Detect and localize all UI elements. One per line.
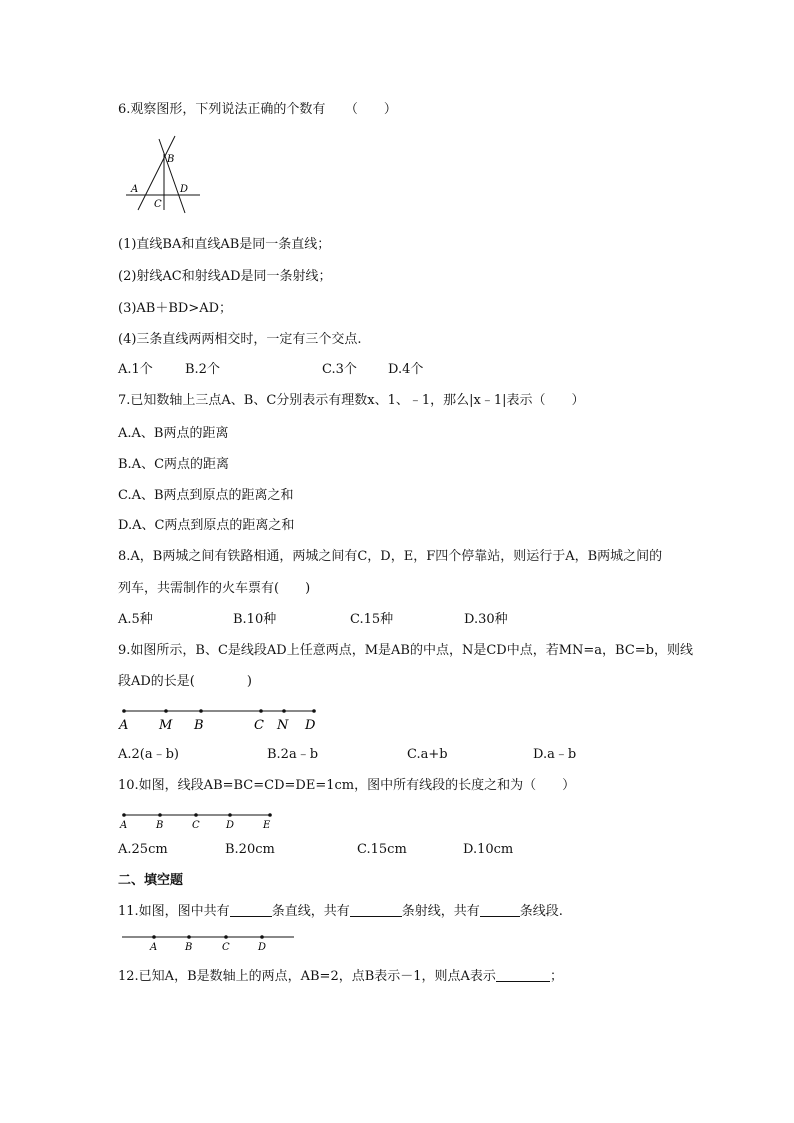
q6-statement-3: (3)AB＋BD>AD； (118, 301, 233, 316)
q11-text-1: 11.如图，图中共有 (118, 904, 230, 919)
q8-option-b: B.10种 (233, 612, 277, 627)
q9-option-a: A.2(a﹣b) (118, 747, 180, 762)
q8-option-a: A.5种 (118, 612, 153, 627)
q10-stem: 10.如图，线段AB=BC=CD=DE=1cm，图中所有线段的长度之和为（ ） (118, 778, 576, 793)
q10-point-d (228, 813, 232, 817)
q9-stem-line-1: 9.如图所示，B、C是线段AD上任意两点，M是AB的中点，N是CD中点，若MN=a，BC=b，则线 (118, 643, 693, 658)
q10-label-e: E (263, 820, 271, 831)
q9-point-m (164, 709, 168, 713)
q10-label-b: B (156, 820, 164, 831)
q11-label-b: B (185, 942, 193, 953)
q12-blank-point-a[interactable] (496, 967, 550, 982)
q9-label-b: B (194, 718, 204, 732)
q10-point-e (268, 813, 272, 817)
q9-point-n (282, 709, 286, 713)
q6-figure (118, 134, 208, 216)
q7-option-b: B.A、C两点的距离 (118, 457, 230, 472)
q10-label-a: A (120, 820, 128, 831)
q7-option-d: D.A、C两点到原点的距离之和 (118, 518, 295, 533)
q7-option-a: A.A、B两点的距离 (118, 426, 229, 441)
q7-stem: 7.已知数轴上三点A、B、C分别表示有理数x、1、﹣1，那么|x﹣1|表示（ ） (118, 393, 585, 408)
q6-label-a: A (131, 184, 139, 195)
q6-label-c: C (154, 199, 162, 210)
q9-option-b: B.2a﹣b (267, 747, 319, 762)
q10-option-a: A.25cm (118, 842, 168, 857)
q11-point-a (152, 935, 156, 939)
q6-option-a: A.1个 (118, 362, 153, 377)
q11-label-a: A (150, 942, 158, 953)
q11-blank-lines[interactable] (230, 902, 272, 917)
q6-statement-1: (1)直线BA和直线AB是同一条直线； (118, 237, 331, 252)
q8-stem-line-1: 8.A，B两城之间有铁路相通，两城之间有C，D，E，F四个停靠站，则运行于A，B两城之间的 (118, 549, 663, 564)
q10-option-d: D.10cm (463, 842, 514, 857)
q12-stem (118, 967, 563, 986)
q11-text-3: 条射线，共有 (401, 904, 480, 919)
q6-statement-4: (4)三条直线两两相交时，一定有三个交点. (118, 332, 362, 347)
q11-point-c (224, 935, 228, 939)
q11-figure (118, 930, 300, 954)
q9-label-d: D (305, 718, 316, 732)
q10-option-b: B.20cm (225, 842, 275, 857)
q6-option-c: C.3个 (322, 362, 357, 377)
q9-stem-line-2: 段AD的长是( ) (118, 674, 252, 689)
q10-point-b (158, 813, 162, 817)
section-title-fill-in: 二、填空题 (118, 873, 184, 888)
q9-label-m: M (159, 718, 173, 732)
q6-line-bd (159, 139, 185, 213)
q10-label-d: D (226, 820, 235, 831)
q11-stem (118, 902, 563, 921)
q9-point-b (199, 709, 203, 713)
q9-figure (118, 702, 323, 732)
q10-option-c: C.15cm (357, 842, 407, 857)
q11-label-c: C (222, 942, 230, 953)
q6-label-b: B (167, 154, 175, 165)
q10-figure (118, 808, 283, 832)
q11-label-d: D (258, 942, 267, 953)
q12-text-2: ； (549, 969, 563, 984)
q11-text-4: 条线段. (519, 904, 563, 919)
q9-point-a (122, 709, 126, 713)
q9-option-d: D.a﹣b (533, 747, 577, 762)
q6-label-d: D (180, 184, 189, 195)
q10-point-c (194, 813, 198, 817)
q10-label-c: C (192, 820, 200, 831)
q11-point-d (260, 935, 264, 939)
q6-option-b: B.2个 (185, 362, 220, 377)
q9-option-c: C.a+b (407, 747, 448, 762)
q9-label-c: C (254, 718, 264, 732)
q6-option-d: D.4个 (388, 362, 424, 377)
q10-point-a (122, 813, 126, 817)
q8-option-c: C.15种 (350, 612, 394, 627)
q9-label-n: N (277, 718, 289, 732)
q8-stem-line-2: 列车，共需制作的火车票有( ) (118, 581, 311, 596)
q9-point-c (259, 709, 263, 713)
q11-text-2: 条直线，共有 (271, 904, 350, 919)
q8-option-d: D.30种 (464, 612, 508, 627)
q11-blank-rays[interactable] (350, 902, 402, 917)
q7-option-c: C.A、B两点到原点的距离之和 (118, 488, 294, 503)
q6-statement-2: (2)射线AC和射线AD是同一条射线； (118, 269, 332, 284)
q9-point-d (312, 709, 316, 713)
q11-blank-segments[interactable] (480, 902, 520, 917)
q6-stem: 6.观察图形，下列说法正确的个数有 （ ） (118, 102, 397, 117)
q11-point-b (187, 935, 191, 939)
q9-label-a: A (119, 718, 129, 732)
q12-text-1: 12.已知A，B是数轴上的两点，AB=2，点B表示－1，则点A表示 (118, 969, 496, 984)
